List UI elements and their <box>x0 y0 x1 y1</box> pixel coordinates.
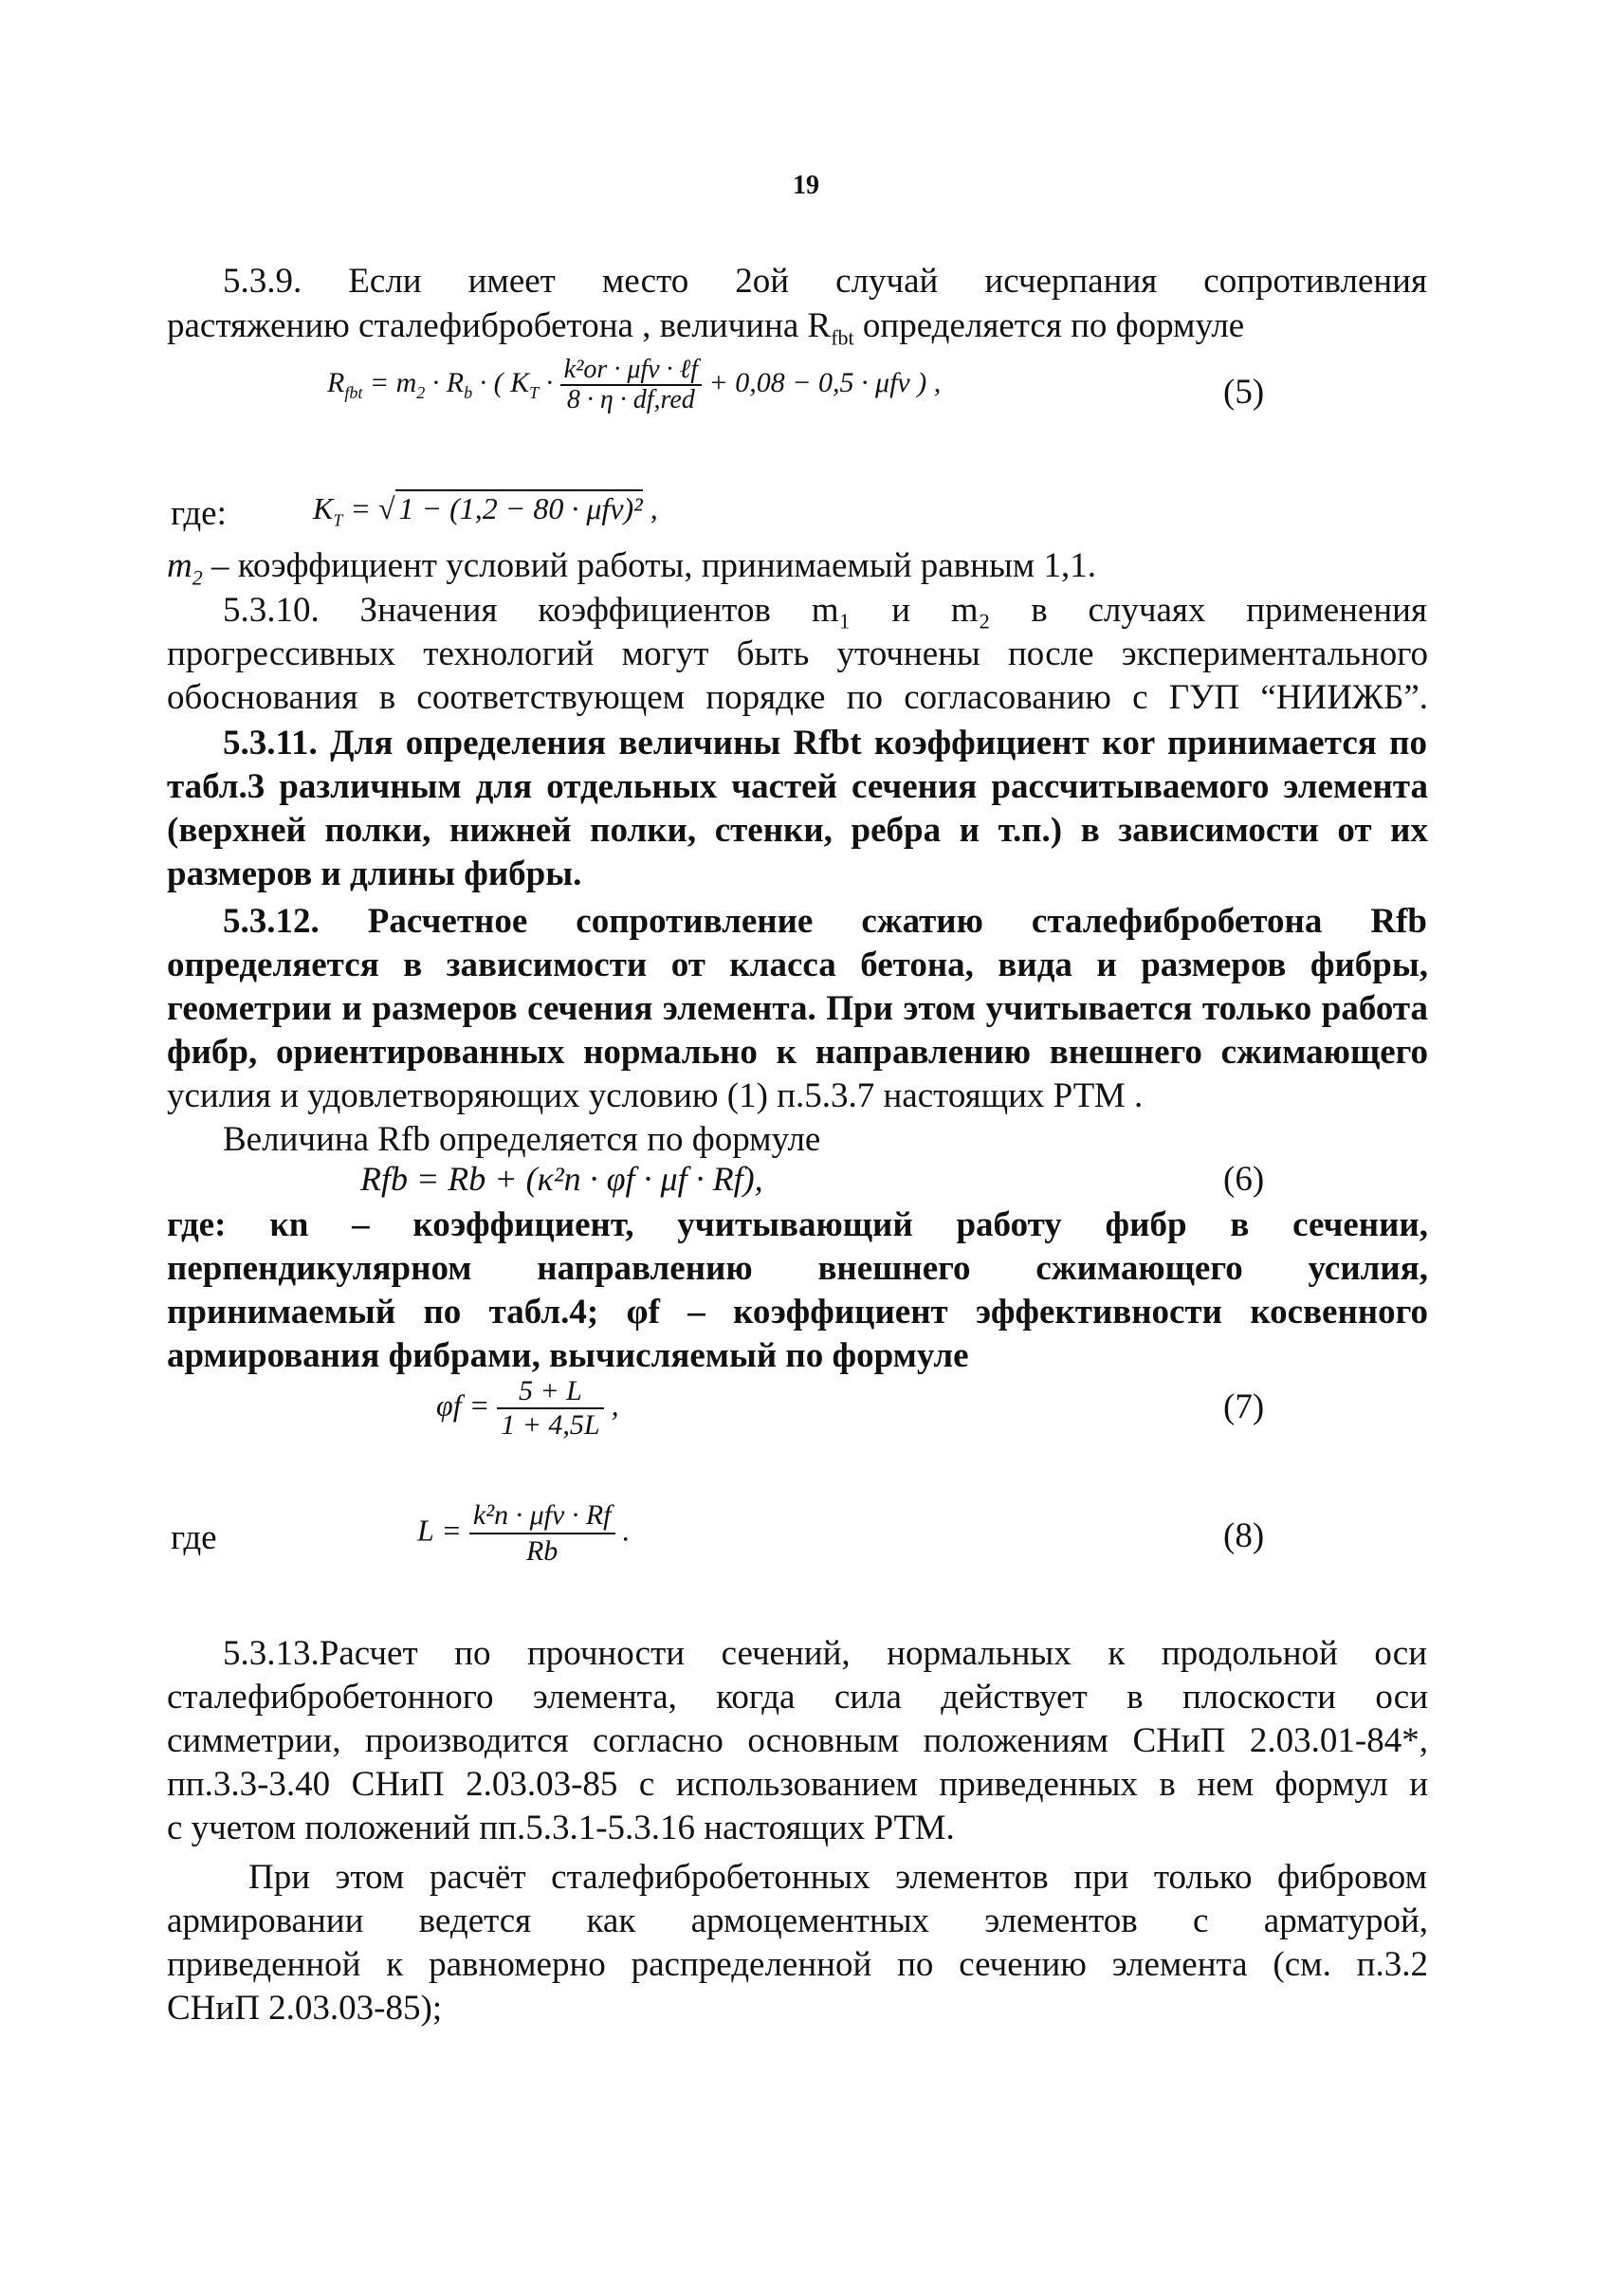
paragraph-last-line1: При этом расчёт сталефибробетонных элементов при только фибровом <box>248 1858 1427 1897</box>
f8-fraction <box>469 1498 615 1569</box>
f7-denominator: 1 + 4,5L <box>501 1409 600 1441</box>
formula-kt <box>313 491 658 530</box>
value-intro: Величина Rfb определяется по формуле <box>223 1120 821 1159</box>
kt-eq: = √ <box>342 491 395 525</box>
f7-fraction <box>497 1375 603 1442</box>
paragraph-5-3-13-line3: симметрии, производится согласно основным положениям СНиП 2.03.01-84*, <box>167 1721 1428 1760</box>
f5-mid-sub: b <box>464 382 473 402</box>
kt-radicand: 1 − (1,2 − 80 · μfv)² <box>395 489 643 525</box>
f5-lhs-sub: fbt <box>344 382 363 402</box>
paragraph-5-3-12-line5: усилия и удовлетворяющих условию (1) п.5.3.7 настоящих РТМ . <box>167 1076 1144 1115</box>
f5-open-sub: T <box>529 382 540 402</box>
where-label: где: <box>171 494 227 533</box>
f7-numerator: 5 + L <box>497 1375 603 1409</box>
paragraph-last-line3: приведенной к равномерно распределенной по сечению элемента (см. п.3.2 <box>167 1945 1428 1984</box>
kn-line1: где: κn – коэффициент, учитывающий работу фибр в сечении, <box>167 1205 1428 1244</box>
f8-tail: . <box>614 1513 631 1548</box>
formula-7-number: (7) <box>1223 1387 1265 1426</box>
text: растяжению сталефибробетона , величина R <box>167 306 832 345</box>
m2-text: – коэффициент условий работы, принимаемый равным 1,1. <box>202 546 1096 585</box>
subscript: fbt <box>831 325 854 350</box>
formula-8-number: (8) <box>1223 1516 1265 1555</box>
kn-line2: перпендикулярном направлению внешнего сжимающего усилия, <box>167 1249 1428 1288</box>
paragraph-5-3-10-line2: прогрессивных технологий могут быть уточнены после экспериментального <box>167 634 1428 673</box>
paragraph-last-line2: армировании ведется как армоцементных элементов с арматурой, <box>167 1901 1428 1940</box>
paragraph-5-3-11-line2: табл.3 различным для отдельных частей сечения рассчитываемого элемента <box>167 767 1428 806</box>
formula-6: Rfb = Rb + (κ²n · φf · μf · Rf), <box>360 1160 763 1198</box>
m2-definition <box>167 545 1096 590</box>
kt-lhs: K <box>313 491 334 525</box>
paragraph-5-3-12-line2: определяется в зависимости от класса бетона, вида и размеров фибры, <box>167 946 1428 984</box>
f5-mid: · R <box>425 366 465 398</box>
f7-tail: , <box>603 1387 619 1423</box>
paragraph-5-3-13-line5: с учетом положений пп.5.3.1-5.3.16 настоящих РТМ. <box>167 1809 955 1847</box>
formula-5 <box>327 356 941 414</box>
f5-tail: + 0,08 − 0,5 · μfv ) , <box>702 366 942 398</box>
f8-numerator: k²n · μfv · Rf <box>469 1498 615 1534</box>
formula-5-number: (5) <box>1223 373 1265 412</box>
formula-8 <box>417 1498 631 1569</box>
paragraph-5-3-13-line4: пп.3.3-3.40 СНиП 2.03.03-85 с использованием приведенных в нем формул и <box>167 1765 1428 1804</box>
kn-line4: армирования фибрами, вычисляемый по формуле <box>167 1336 969 1375</box>
kt-lhs-sub: T <box>333 510 343 530</box>
m2-symbol: m <box>167 546 192 585</box>
f5-denominator: 8 · η · df,red <box>566 385 695 414</box>
formula-6-number: (6) <box>1223 1160 1265 1199</box>
text: определяется по формуле <box>853 306 1245 345</box>
paragraph-5-3-12-line3: геометрии и размеров сечения элемента. При этом учитывается только работа <box>167 989 1428 1028</box>
formula-7 <box>436 1375 619 1442</box>
paragraph-5-3-11-line1: 5.3.11. Для определения величины Rfbt коэффициент кor принимается по <box>223 724 1427 762</box>
kn-line3: принимаемый по табл.4; φf – коэффициент эффективности косвенного <box>167 1293 1428 1332</box>
f7-lhs: φf = <box>436 1387 498 1423</box>
f5-fraction <box>560 356 702 414</box>
f5-eq: = m <box>362 366 417 398</box>
paragraph-last-line4: СНиП 2.03.03-85); <box>167 1989 443 2028</box>
paragraph-5-3-12-line4: фибр, ориентированных нормально к направлению внешнего сжимающего <box>167 1033 1428 1072</box>
paragraph-5-3-12-line1: 5.3.12. Расчетное сопротивление сжатию сталефибробетона Rfb <box>223 902 1427 941</box>
paragraph-5-3-11-line4: размеров и длины фибры. <box>167 854 582 893</box>
f5-eq-sub: 2 <box>416 382 426 402</box>
paragraph-5-3-11-line3: (верхней полки, нижней полки, стенки, ребра и т.п.) в зависимости от их <box>167 811 1428 850</box>
f5-open: · ( K <box>472 366 530 398</box>
m2-sub: 2 <box>192 565 203 590</box>
paragraph-5-3-9-line1: 5.3.9. Если имеет место 2ой случай исчерпания сопротивления <box>223 262 1427 301</box>
formula-8-label: где <box>171 1518 217 1557</box>
f8-lhs: L = <box>417 1513 469 1548</box>
f8-denominator: Rb <box>525 1535 559 1567</box>
kt-tail: , <box>642 491 658 525</box>
f5-numerator: k²or · μfv · ℓf <box>560 356 702 386</box>
f5-dot: · <box>539 366 560 398</box>
paragraph-5-3-10-line1: 5.3.10. Значения коэффициентов m₁ и m₂ в случаях применения <box>223 591 1427 630</box>
paragraph-5-3-10-line3: обоснования в соответствующем порядке по согласованию с ГУП “НИИЖБ”. <box>167 678 1428 717</box>
paragraph-5-3-13-line1: 5.3.13.Расчет по прочности сечений, нормальных к продольной оси <box>223 1634 1427 1673</box>
paragraph-5-3-13-line2: сталефибробетонного элемента, когда сила действует в плоскости оси <box>167 1678 1428 1717</box>
page-number: 19 <box>793 171 819 200</box>
f5-lhs: R <box>327 366 345 398</box>
paragraph-5-3-9-line2 <box>167 305 1244 350</box>
